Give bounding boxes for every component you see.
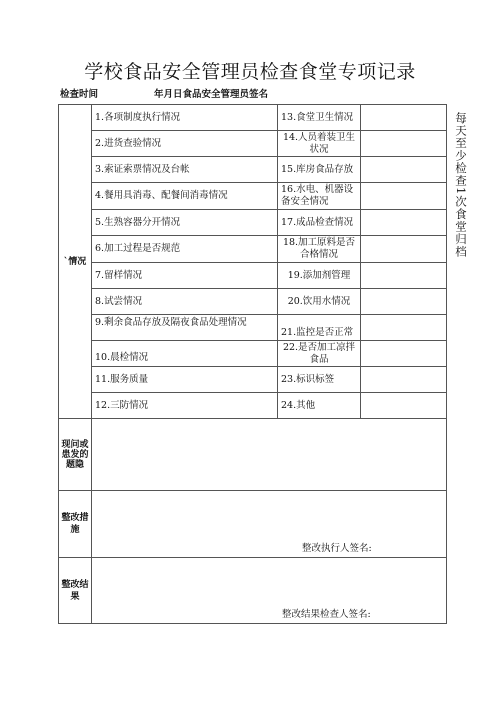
item-7: 7.留样情况 bbox=[92, 263, 278, 289]
item-11: 11.服务质量 bbox=[92, 367, 278, 393]
item-15: 15.库房食品存放 bbox=[278, 157, 361, 183]
item-19-value[interactable] bbox=[361, 263, 447, 289]
problems-field[interactable] bbox=[92, 419, 447, 491]
date-signature-label: 年月日食品安全管理员签名 bbox=[154, 89, 269, 100]
rectify-executor-signature: 整改执行人签名: bbox=[302, 543, 372, 554]
item-20: 20.饮用水情况 bbox=[278, 289, 361, 315]
item-16-value[interactable] bbox=[361, 183, 447, 210]
item-13-value[interactable] bbox=[361, 105, 447, 131]
item-23: 23.标识标签 bbox=[278, 367, 361, 393]
result-checker-signature: 整改结果检查人签名: bbox=[282, 609, 371, 620]
item-23-value[interactable] bbox=[361, 367, 447, 393]
item-21-value[interactable] bbox=[361, 315, 447, 341]
situation-label: `情况 bbox=[59, 105, 92, 419]
item-1: 1.各项制度执行情况 bbox=[92, 105, 278, 131]
item-22-value[interactable] bbox=[361, 341, 447, 367]
item-10: 10.晨检情况 bbox=[92, 341, 278, 367]
item-17: 17.成品检查情况 bbox=[278, 210, 361, 236]
item-24-value[interactable] bbox=[361, 393, 447, 419]
item-18: 18.加工原料是否合格情况 bbox=[278, 236, 361, 263]
item-14-value[interactable] bbox=[361, 131, 447, 157]
item-19: 19.添加剂管理 bbox=[278, 263, 361, 289]
item-12: 12.三防情况 bbox=[92, 393, 278, 419]
item-24: 24.其他 bbox=[278, 393, 361, 419]
item-22: 22.是否加工凉拌食品 bbox=[278, 341, 361, 367]
item-2: 2.进货查验情况 bbox=[92, 131, 278, 157]
result-field[interactable] bbox=[92, 558, 447, 624]
item-3: 3.索证索票情况及台帐 bbox=[92, 157, 278, 183]
item-6: 6.加工过程是否规范 bbox=[92, 236, 278, 263]
item-8: 8.试尝情况 bbox=[92, 289, 278, 315]
page-title: 学校食品安全管理员检查食堂专项记录 bbox=[84, 61, 416, 83]
item-5: 5.生熟容器分开情况 bbox=[92, 210, 278, 236]
problems-label: 现问或患发的题隐 bbox=[59, 419, 92, 491]
item-18-value[interactable] bbox=[361, 236, 447, 263]
item-4: 4.餐用具消毒、配餐间消毒情况 bbox=[92, 183, 278, 210]
inspection-table bbox=[58, 104, 447, 624]
item-13: 13.食堂卫生情况 bbox=[278, 105, 361, 131]
result-label: 整改结果 bbox=[59, 558, 92, 624]
item-15-value[interactable] bbox=[361, 157, 447, 183]
item-14: 14.人员着装卫生状况 bbox=[278, 131, 361, 157]
item-9: 9.剩余食品存放及隔夜食品处理情况 bbox=[92, 315, 278, 341]
inspection-time-label: 检查时间 bbox=[60, 89, 99, 100]
item-17-value[interactable] bbox=[361, 210, 447, 236]
rectify-label: 整改措施 bbox=[59, 491, 92, 558]
item-20-value[interactable] bbox=[361, 289, 447, 315]
item-16: 16.水电、机器设备安全情况 bbox=[278, 183, 361, 210]
side-note: 每天至少检查1次食堂归档 bbox=[454, 112, 468, 258]
rectify-field[interactable] bbox=[92, 491, 447, 558]
item-21: 21.监控是否正常 bbox=[278, 315, 361, 341]
